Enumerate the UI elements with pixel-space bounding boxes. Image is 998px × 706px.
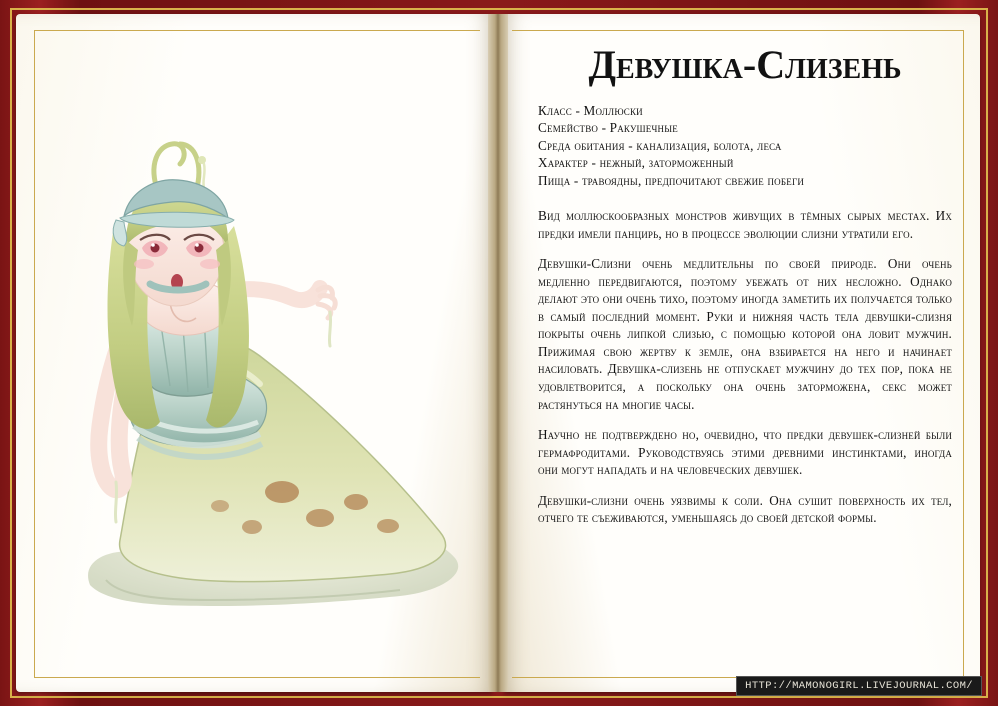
book-spine [488, 14, 508, 692]
stat-item: Среда обитания - канализация, болота, леса [538, 137, 782, 153]
source-url-plate[interactable]: HTTP://MAMONOGIRL.LIVEJOURNAL.COM/ [736, 676, 982, 696]
article-column [538, 44, 952, 644]
page-title: Девушка-Слизень [588, 42, 902, 87]
body-paragraph: Девушки-слизни очень уязвимы к соли. Она сушит поверхность их тел, отчего те съеживаются, уменьшаясь до своей детской формы. [538, 492, 952, 526]
creature-stats-list [538, 102, 952, 189]
body-paragraph: Девушки-Слизни очень медлительны по своей природе. Они очень медленно передвигаются, поэтому убежать от них несложно. Однако делают это они очень тихо, поэтому иногда заметить их получается только в самый последний момент. Руки и нижняя часть тела девушки-слизня покрыты очень липкой слизью, с помощью которой она ловит мужчин. Прижимая свою жертву к земле, она взбирается на него и начинает насиловать. Девушка-слизень не отпускает мужчину до тех пор, пока не удовлетворится, а поскольку она очень заторможена, секс может растянуться на многие часы. [538, 256, 952, 412]
body-paragraph: Вид моллюскообразных монстров живущих в тёмных сырых местах. Их предки имели панцирь, но в процессе эволюции слизни утратили его. [538, 208, 952, 241]
stat-item: Характер - нежный, заторможенный [538, 155, 734, 171]
body-paragraph: Научно не подтверждено но, очевидно, что предки девушек-слизней были гермафродитами. Руководствуясь этими древними инстинктами, иногда они могут нападать и на человеческих девушек. [538, 427, 952, 478]
illustration-area [20, 40, 480, 660]
stat-item: Класс - Моллюски [538, 103, 643, 118]
stat-item: Семейство - Ракушечные [538, 120, 678, 136]
stat-item: Пища - травоядны, предпочитают свежие побеги [538, 172, 805, 188]
slime-girl-illustration [20, 40, 480, 660]
